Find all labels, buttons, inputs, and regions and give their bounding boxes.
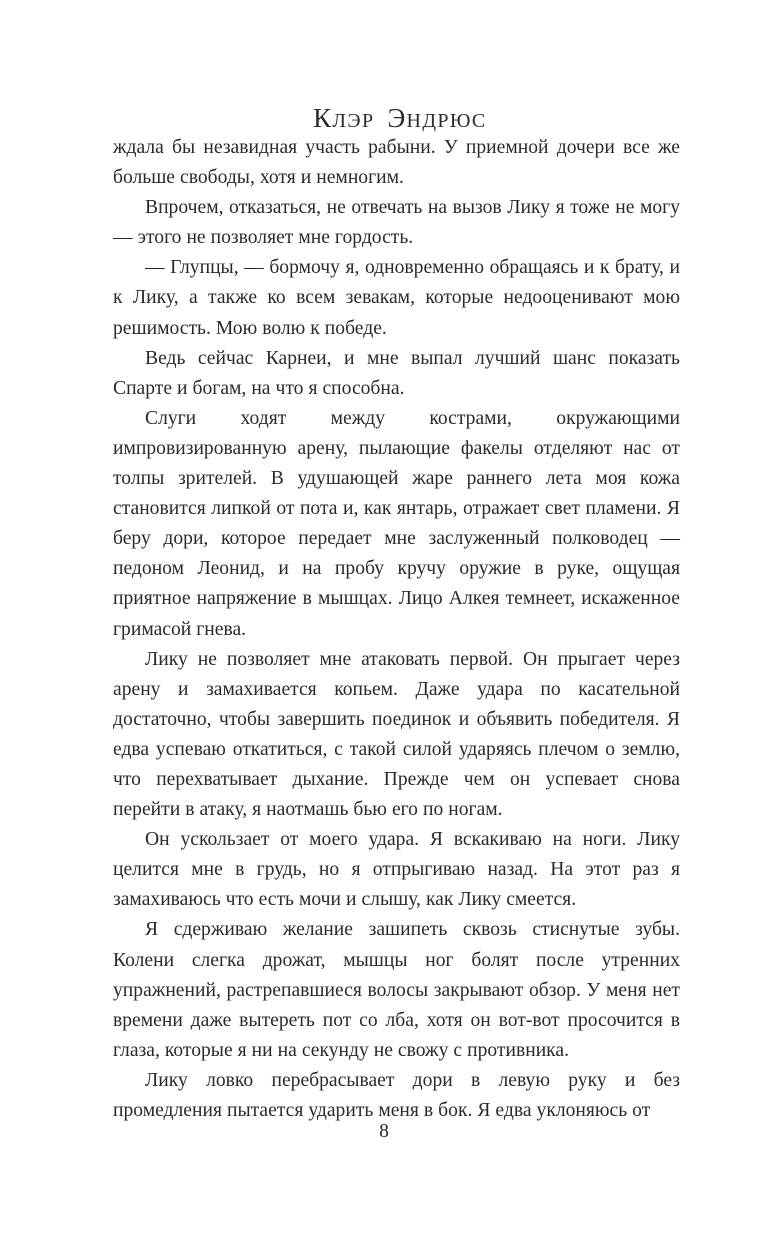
paragraph: Он ускользает от моего удара. Я вскакиваю на ноги. Лику целится мне в грудь, но я отпрыгиваю назад. На этот раз я замахиваюсь что есть мочи и слышу, как Лику смеется. <box>113 829 680 911</box>
running-head-word1-capital: К <box>313 103 333 133</box>
paragraph: Я сдерживаю желание зашипеть сквозь стиснутые зубы. Колени слегка дрожат, мышцы ног болят после утренних упражнений, растрепавшиеся волосы закрывают обзор. У меня нет времени даже вытереть пот со лба, хотя он вот-вот просочится в глаза, которые я ни на секунду не свожу с противника. <box>113 919 680 1061</box>
paragraph: Впрочем, отказаться, не отвечать на вызов Лику я тоже не могу — этого не позволяет мне гордость. <box>113 197 680 249</box>
paragraph: — Глупцы, — бормочу я, одновременно обращаясь и к брату, и к Лику, а также ко всем зевакам, которые недооценивают мою решимость. Мою волю к победе. <box>113 257 680 339</box>
body-text-block <box>113 133 680 1126</box>
running-head-word2-rest: НДРЮС <box>406 110 487 132</box>
paragraph: Лику не позволяет мне атаковать первой. Он прыгает через арену и замахивается копьем. Даже удара по касательной достаточно, чтобы завершить поединок и объявить победителя. Я едва успеваю откатиться, с такой силой ударяясь плечом о землю, что перехватывает дыхание. Прежде чем он успевает снова перейти в атаку, я наотмашь бью его по ногам. <box>113 648 680 821</box>
paragraph: Слуги ходят между кострами, окружающими импровизированную арену, пылающие факелы отделяют нас от толпы зрителей. В удушающей жаре раннего лета моя кожа становится липкой от пота и, как янтарь, отражает свет пламени. Я беру дори, которое передает мне заслуженный полководец — педоном Леонид, и на пробу кручу оружие в руке, ощущая приятное напряжение в мышцах. Лицо Алкея темнеет, искаженное гримасой гнева. <box>113 407 680 640</box>
page-number: 8 <box>379 1121 389 1142</box>
paragraph: ждала бы незавидная участь рабыни. У приемной дочери все же больше свободы, хотя и немногим. <box>113 137 680 189</box>
paragraph: Ведь сейчас Карнеи, и мне выпал лучший шанс показать Спарте и богам, на что я способна. <box>113 347 680 399</box>
paragraph: Лику ловко перебрасывает дори в левую руку и без промедления пытается ударить меня в бок. Я едва уклоняюсь от <box>113 1069 680 1121</box>
running-head-word2-capital: Э <box>387 103 407 133</box>
running-head-word1-rest: ЛЭР <box>332 110 375 132</box>
